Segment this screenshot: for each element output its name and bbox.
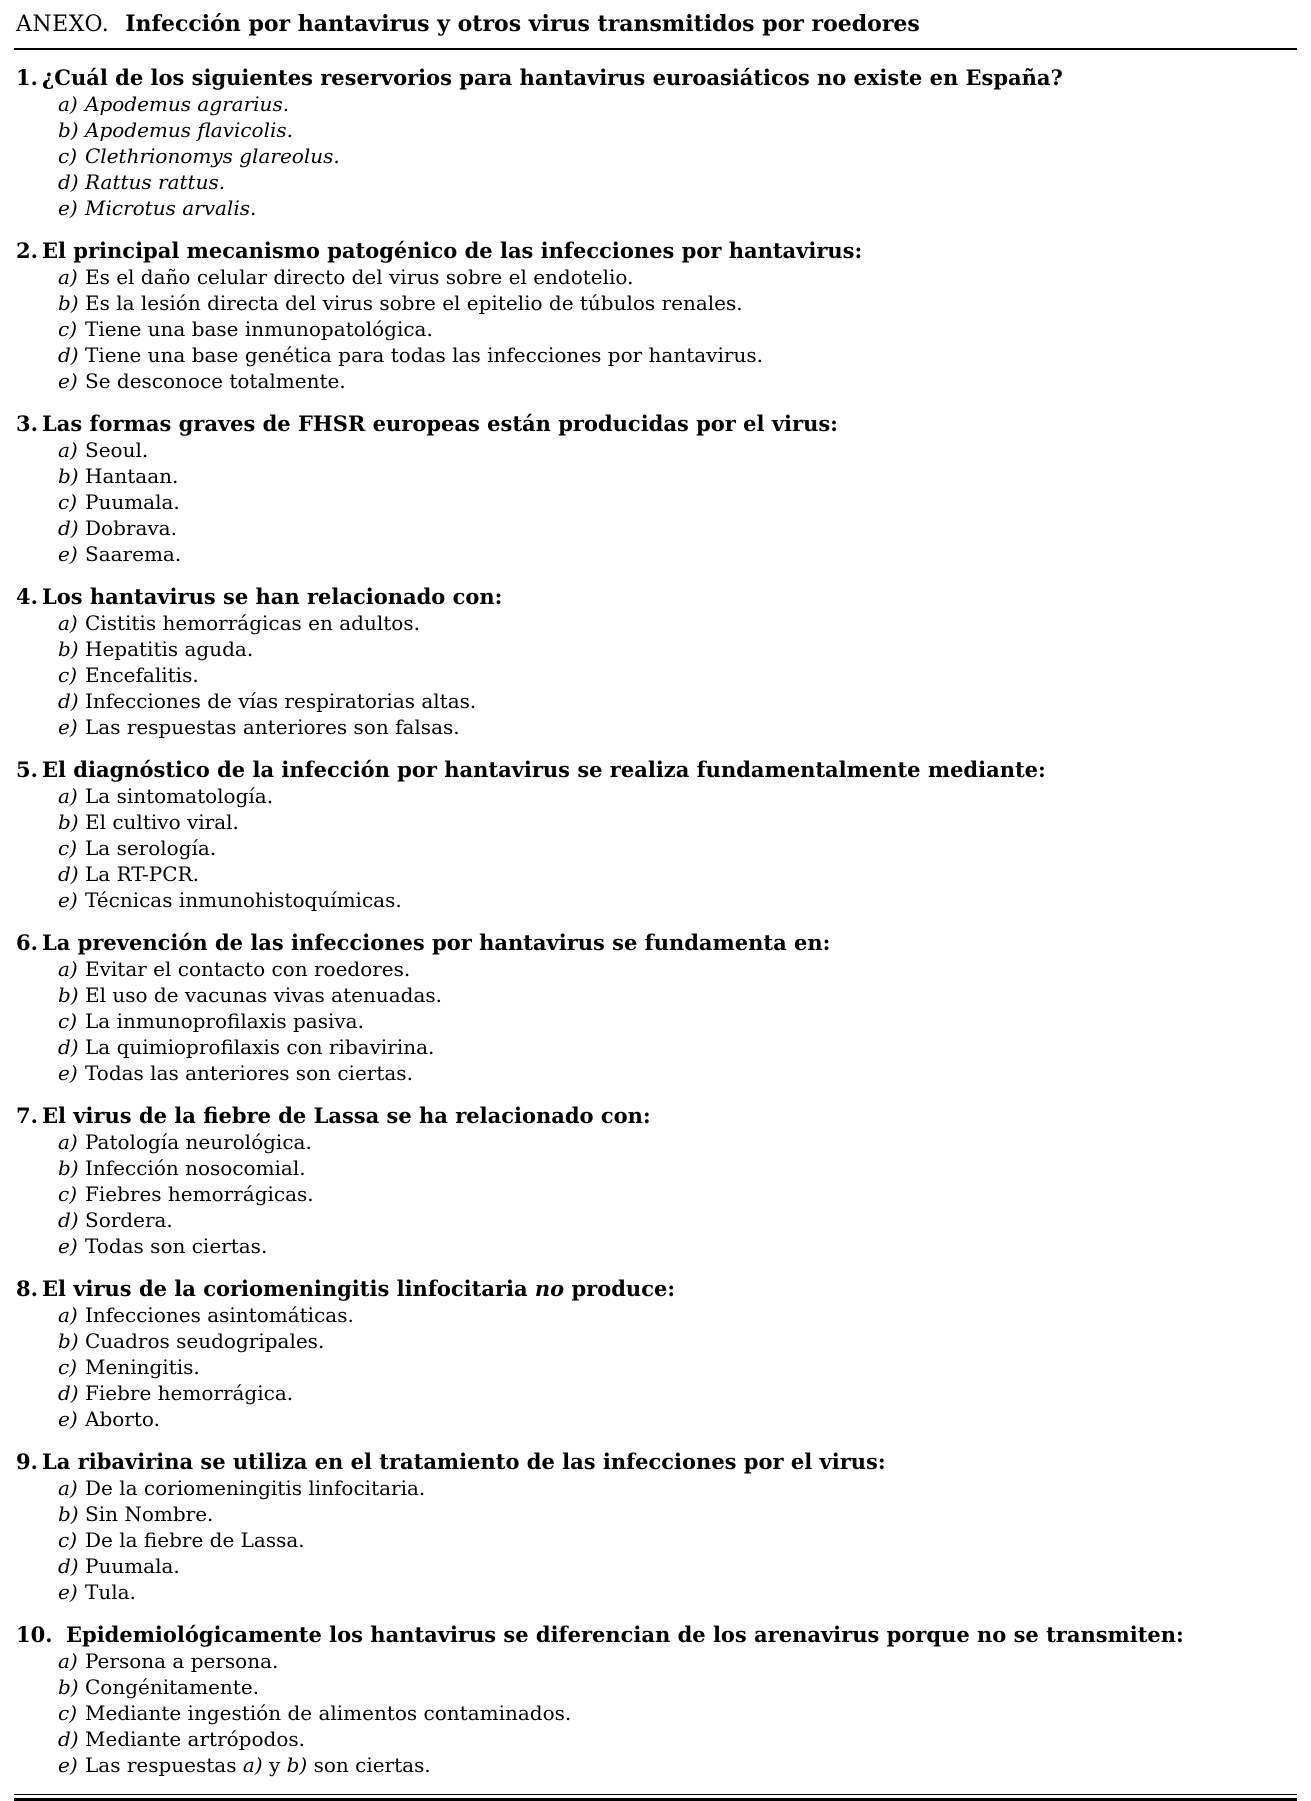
- option-text: Persona a persona.: [85, 1649, 279, 1673]
- option-letter: e): [58, 1234, 78, 1258]
- question-option: [14, 143, 1297, 169]
- option-text: Todas las anteriores son ciertas.: [85, 1061, 413, 1085]
- option-text: Cistitis hemorrágicas en adultos.: [85, 611, 420, 635]
- option-letter: e): [58, 1407, 78, 1431]
- option-text: Hantaan.: [85, 464, 179, 488]
- option-letter: a): [58, 438, 78, 462]
- option-text: Infecciones asintomáticas.: [85, 1303, 354, 1327]
- question-option: [14, 887, 1297, 913]
- option-text: El uso de vacunas vivas atenuadas.: [85, 983, 442, 1007]
- question-text: El principal mecanismo patogénico de las infecciones por hantavirus:: [42, 238, 863, 263]
- option-text: Todas son ciertas.: [85, 1234, 268, 1258]
- option-letter: a): [58, 957, 78, 981]
- option-letter: b): [58, 983, 79, 1007]
- option-text: Las respuestas a) y b) son ciertas.: [85, 1753, 431, 1777]
- option-text: Sin Nombre.: [85, 1502, 214, 1526]
- option-letter: b): [58, 464, 79, 488]
- option-text: Fiebres hemorrágicas.: [85, 1182, 314, 1206]
- question-option: [14, 1501, 1297, 1527]
- option-text: Tiene una base inmunopatológica.: [85, 317, 433, 341]
- question-option: [14, 956, 1297, 982]
- question-number: 8.: [16, 1276, 38, 1301]
- question-option: [14, 368, 1297, 394]
- question-option: [14, 1752, 1297, 1778]
- question-option: [14, 195, 1297, 221]
- option-letter: d): [58, 343, 79, 367]
- option-letter: d): [58, 1208, 79, 1232]
- question-text: El virus de la coriomeningitis linfocitaria no produce:: [42, 1276, 676, 1301]
- option-letter: d): [58, 1554, 79, 1578]
- question-option: [14, 835, 1297, 861]
- option-text: Congénitamente.: [85, 1675, 260, 1699]
- option-text: Meningitis.: [85, 1355, 200, 1379]
- question-heading: [14, 1275, 1297, 1302]
- question-option: [14, 636, 1297, 662]
- option-text: Puumala.: [85, 490, 180, 514]
- question-heading: [14, 1102, 1297, 1129]
- question-option: [14, 463, 1297, 489]
- option-text: Apodemus flavicolis.: [85, 118, 294, 142]
- option-text: Tula.: [85, 1580, 136, 1604]
- page-header: [14, 6, 1297, 48]
- question-option: [14, 1129, 1297, 1155]
- question-option: [14, 290, 1297, 316]
- option-text: Puumala.: [85, 1554, 180, 1578]
- question-option: [14, 1155, 1297, 1181]
- option-text: Infección nosocomial.: [85, 1156, 306, 1180]
- option-letter: a): [58, 265, 78, 289]
- question-text: La prevención de las infecciones por hantavirus se fundamenta en:: [42, 930, 831, 955]
- option-text: Sordera.: [85, 1208, 173, 1232]
- option-text: Clethrionomys glareolus.: [85, 144, 340, 168]
- option-text: Mediante ingestión de alimentos contaminados.: [85, 1701, 572, 1725]
- option-text: De la coriomeningitis linfocitaria.: [85, 1476, 426, 1500]
- question-option: [14, 1302, 1297, 1328]
- option-letter: a): [58, 92, 78, 116]
- question-option: [14, 1380, 1297, 1406]
- question-text: La ribavirina se utiliza en el tratamiento de las infecciones por el virus:: [42, 1449, 886, 1474]
- question-8: [14, 1275, 1297, 1432]
- question-text: Los hantavirus se han relacionado con:: [42, 584, 503, 609]
- option-letter: b): [58, 1156, 79, 1180]
- option-letter: c): [58, 1528, 78, 1552]
- option-text: Es el daño celular directo del virus sobre el endotelio.: [85, 265, 634, 289]
- question-option: [14, 91, 1297, 117]
- option-letter: c): [58, 317, 78, 341]
- question-option: [14, 264, 1297, 290]
- question-option: [14, 1354, 1297, 1380]
- option-letter: e): [58, 1061, 78, 1085]
- option-text: Rattus rattus.: [85, 170, 226, 194]
- option-letter: e): [58, 715, 78, 739]
- option-letter: c): [58, 1355, 78, 1379]
- option-letter: c): [58, 1182, 78, 1206]
- question-10: [14, 1621, 1297, 1778]
- question-option: [14, 169, 1297, 195]
- option-text: La serología.: [85, 836, 217, 860]
- question-option: [14, 1579, 1297, 1605]
- option-letter: a): [58, 784, 78, 808]
- option-letter: e): [58, 888, 78, 912]
- question-heading: [14, 237, 1297, 264]
- question-option: [14, 1406, 1297, 1432]
- question-option: [14, 662, 1297, 688]
- option-letter: e): [58, 196, 78, 220]
- option-text: Dobrava.: [85, 516, 177, 540]
- question-option: [14, 982, 1297, 1008]
- question-heading: [14, 1621, 1297, 1648]
- question-option: [14, 1034, 1297, 1060]
- question-option: [14, 1726, 1297, 1752]
- option-text: Se desconoce totalmente.: [85, 369, 346, 393]
- question-4: [14, 583, 1297, 740]
- question-option: [14, 437, 1297, 463]
- option-text: Es la lesión directa del virus sobre el epitelio de túbulos renales.: [85, 291, 743, 315]
- question-text: ¿Cuál de los siguientes reservorios para hantavirus euroasiáticos no existe en España?: [42, 65, 1063, 90]
- option-text: Apodemus agrarius.: [85, 92, 290, 116]
- question-9: [14, 1448, 1297, 1605]
- question-number: 5.: [16, 757, 38, 782]
- option-letter: b): [58, 118, 79, 142]
- question-heading: [14, 756, 1297, 783]
- option-letter: c): [58, 663, 78, 687]
- option-text: Las respuestas anteriores son falsas.: [85, 715, 460, 739]
- option-text: De la fiebre de Lassa.: [85, 1528, 305, 1552]
- option-letter: c): [58, 836, 78, 860]
- question-heading: [14, 410, 1297, 437]
- question-heading: [14, 583, 1297, 610]
- option-letter: e): [58, 542, 78, 566]
- option-letter: d): [58, 170, 79, 194]
- option-text: Patología neurológica.: [85, 1130, 312, 1154]
- option-letter: a): [58, 611, 78, 635]
- option-letter: b): [58, 1502, 79, 1526]
- option-text: El cultivo viral.: [85, 810, 239, 834]
- question-number: 6.: [16, 930, 38, 955]
- option-text: Tiene una base genética para todas las infecciones por hantavirus.: [85, 343, 763, 367]
- option-text: Infecciones de vías respiratorias altas.: [85, 689, 477, 713]
- question-option: [14, 714, 1297, 740]
- option-text: Aborto.: [85, 1407, 160, 1431]
- question-text: Epidemiológicamente los hantavirus se diferencian de los arenavirus porque no se transmiten:: [66, 1622, 1184, 1647]
- option-letter: b): [58, 1329, 79, 1353]
- option-letter: c): [58, 1701, 78, 1725]
- option-letter: d): [58, 862, 79, 886]
- option-letter: d): [58, 516, 79, 540]
- option-letter: a): [58, 1303, 78, 1327]
- question-heading: [14, 929, 1297, 956]
- questions-list: [14, 50, 1297, 1778]
- question-3: [14, 410, 1297, 567]
- question-1: [14, 64, 1297, 221]
- question-text: El virus de la fiebre de Lassa se ha relacionado con:: [42, 1103, 651, 1128]
- header-prefix: ANEXO.: [16, 12, 110, 37]
- option-text: Seoul.: [85, 438, 149, 462]
- option-letter: e): [58, 369, 78, 393]
- option-letter: b): [58, 637, 79, 661]
- option-text: La sintomatología.: [85, 784, 274, 808]
- option-letter: a): [58, 1476, 78, 1500]
- question-option: [14, 610, 1297, 636]
- option-letter: e): [58, 1580, 78, 1604]
- question-option: [14, 342, 1297, 368]
- question-option: [14, 1527, 1297, 1553]
- question-option: [14, 1648, 1297, 1674]
- option-letter: c): [58, 490, 78, 514]
- question-option: [14, 1207, 1297, 1233]
- question-option: [14, 117, 1297, 143]
- question-option: [14, 515, 1297, 541]
- option-letter: a): [58, 1649, 78, 1673]
- question-option: [14, 783, 1297, 809]
- question-text: Las formas graves de FHSR europeas están producidas por el virus:: [42, 411, 838, 436]
- option-letter: d): [58, 1035, 79, 1059]
- question-5: [14, 756, 1297, 913]
- question-option: [14, 1233, 1297, 1259]
- option-letter: b): [58, 291, 79, 315]
- question-option: [14, 541, 1297, 567]
- question-option: [14, 489, 1297, 515]
- option-text: Microtus arvalis.: [85, 196, 257, 220]
- option-text: Cuadros seudogripales.: [85, 1329, 325, 1353]
- question-option: [14, 1008, 1297, 1034]
- question-option: [14, 1181, 1297, 1207]
- option-text: Encefalitis.: [85, 663, 199, 687]
- question-option: [14, 809, 1297, 835]
- question-text: El diagnóstico de la infección por hantavirus se realiza fundamentalmente mediante:: [42, 757, 1046, 782]
- option-letter: d): [58, 689, 79, 713]
- option-text: La RT-PCR.: [85, 862, 199, 886]
- question-heading: [14, 1448, 1297, 1475]
- question-number: 4.: [16, 584, 38, 609]
- option-text: La inmunoprofilaxis pasiva.: [85, 1009, 364, 1033]
- question-2: [14, 237, 1297, 394]
- question-number: 9.: [16, 1449, 38, 1474]
- question-option: [14, 688, 1297, 714]
- question-option: [14, 1060, 1297, 1086]
- question-number: 10.: [16, 1622, 53, 1647]
- question-number: 1.: [16, 65, 38, 90]
- question-option: [14, 861, 1297, 887]
- question-option: [14, 1328, 1297, 1354]
- question-option: [14, 1553, 1297, 1579]
- question-option: [14, 1700, 1297, 1726]
- question-number: 3.: [16, 411, 38, 436]
- option-letter: b): [58, 1675, 79, 1699]
- question-heading: [14, 64, 1297, 91]
- option-letter: a): [58, 1130, 78, 1154]
- option-text: La quimioprofilaxis con ribavirina.: [85, 1035, 435, 1059]
- option-letter: c): [58, 1009, 78, 1033]
- question-option: [14, 1674, 1297, 1700]
- header-title: Infección por hantavirus y otros virus transmitidos por roedores: [125, 11, 920, 37]
- option-letter: e): [58, 1753, 78, 1777]
- option-text: Saarema.: [85, 542, 182, 566]
- option-text: Hepatitis aguda.: [85, 637, 254, 661]
- option-text: Mediante artrópodos.: [85, 1727, 305, 1751]
- option-letter: d): [58, 1381, 79, 1405]
- option-text: Evitar el contacto con roedores.: [85, 957, 411, 981]
- option-text: Fiebre hemorrágica.: [85, 1381, 294, 1405]
- question-6: [14, 929, 1297, 1086]
- option-text: Técnicas inmunohistoquímicas.: [85, 888, 402, 912]
- option-letter: d): [58, 1727, 79, 1751]
- question-number: 2.: [16, 238, 38, 263]
- question-option: [14, 316, 1297, 342]
- option-letter: c): [58, 144, 78, 168]
- option-letter: b): [58, 810, 79, 834]
- question-option: [14, 1475, 1297, 1501]
- question-7: [14, 1102, 1297, 1259]
- question-number: 7.: [16, 1103, 38, 1128]
